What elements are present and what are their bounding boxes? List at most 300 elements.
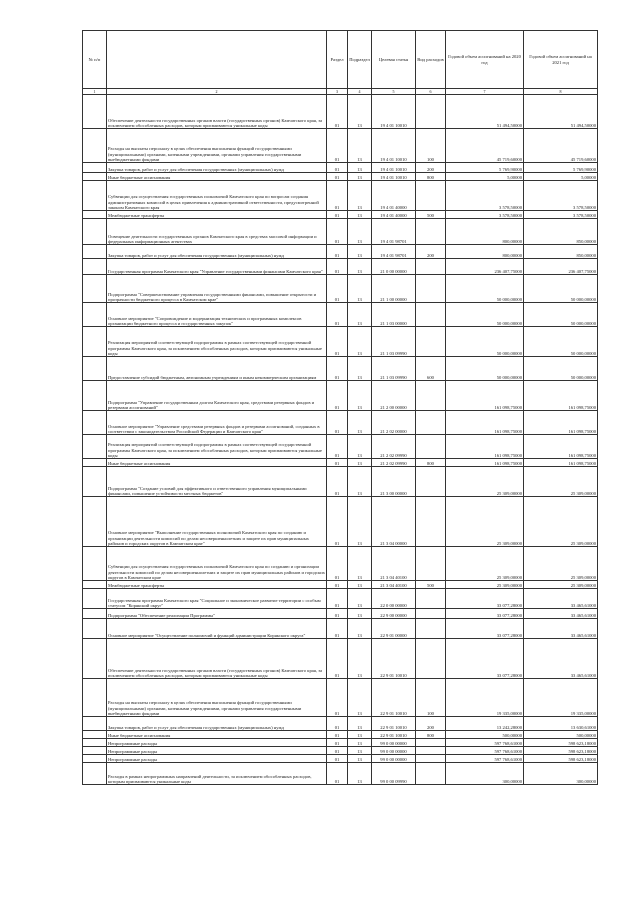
column-number: 8 [524, 89, 598, 95]
cell-name: Реализация мероприятий соответствующей подпрограммы в рамках соответствующей государственной программы Камчатского края, за исключением обособленных расходов, которым присваиваются уникальные коды [107, 435, 327, 459]
cell-name: Межбюджетные трансферты [107, 211, 327, 219]
cell-razdel: 01 [327, 747, 348, 755]
cell-number [83, 357, 107, 381]
cell-y2021: 598 623,18000 [524, 755, 598, 763]
cell-y2021: 25 309,00000 [524, 497, 598, 547]
budget-table-page [82, 30, 597, 870]
table-row [83, 381, 598, 411]
cell-number [83, 163, 107, 173]
cell-name: Иные бюджетные ассигнования [107, 731, 327, 739]
cell-razdel: 01 [327, 163, 348, 173]
cell-cs: 19 4 01 40000 [372, 211, 416, 219]
cell-name: Основное мероприятие "Осуществление полномочий и функций администрации Корякского округа" [107, 619, 327, 639]
cell-y2020: 50 000,00000 [446, 303, 524, 327]
cell-cs: 19 4 01 10010 [372, 163, 416, 173]
cell-cs: 21 2 02 09990 [372, 459, 416, 467]
table-row [83, 173, 598, 181]
cell-name: Расходы на выплаты персоналу в целях обеспечения выполнения функций государственными (муниципальными) органами, казенными учреждениями, органами управления государственными внебюджетными фондами [107, 129, 327, 163]
table-row [83, 327, 598, 357]
cell-cs: 22 9 01 10010 [372, 717, 416, 731]
cell-name: Государственная программа Камчатского края "Социальное и экономическое развитие территории с особым статусом "Корякский округ" [107, 589, 327, 609]
cell-y2020: 3 578,50000 [446, 211, 524, 219]
table-row [83, 459, 598, 467]
cell-podrazdel: 13 [348, 717, 372, 731]
cell-number [83, 547, 107, 581]
cell-number [83, 303, 107, 327]
cell-y2021: 161 098,75000 [524, 435, 598, 459]
cell-y2020: 33 077,28000 [446, 609, 524, 619]
cell-razdel: 01 [327, 435, 348, 459]
column-number: 7 [446, 89, 524, 95]
cell-name: Освещение деятельности государственных органов Камчатского края в средствах массовой информации и федеральных информационных агентствах [107, 219, 327, 245]
cell-y2021: 3 578,50000 [524, 211, 598, 219]
cell-y2021: 161 098,75000 [524, 411, 598, 435]
cell-podrazdel: 13 [348, 619, 372, 639]
cell-cs: 22 9 01 00000 [372, 619, 416, 639]
cell-podrazdel: 13 [348, 173, 372, 181]
table-row [83, 609, 598, 619]
column-number: 5 [372, 89, 416, 95]
cell-cs: 19 4 01 40000 [372, 181, 416, 211]
cell-y2020: 800,00000 [446, 245, 524, 259]
cell-y2021: 161 098,75000 [524, 381, 598, 411]
table-row [83, 245, 598, 259]
table-row [83, 211, 598, 219]
cell-name: Расходы в рамках непрограммных направлений деятельности, за исключением обособленных расходов, которым присваиваются уникальные коды [107, 763, 327, 785]
cell-razdel: 01 [327, 211, 348, 219]
cell-cs: 22 9 01 10010 [372, 731, 416, 739]
cell-vr [416, 763, 446, 785]
cell-vr [416, 497, 446, 547]
cell-vr: 100 [416, 679, 446, 717]
cell-y2020: 50 000,00000 [446, 327, 524, 357]
cell-cs: 21 3 00 00000 [372, 467, 416, 497]
table-row [83, 639, 598, 679]
cell-number [83, 459, 107, 467]
cell-number [83, 219, 107, 245]
cell-vr: 500 [416, 211, 446, 219]
cell-y2021: 850,00000 [524, 219, 598, 245]
col-header-number: № п/п [83, 31, 107, 89]
cell-number [83, 755, 107, 763]
cell-cs: 22 9 00 00000 [372, 609, 416, 619]
cell-y2020: 25 309,00000 [446, 547, 524, 581]
cell-y2021: 500,00000 [524, 731, 598, 739]
cell-cs: 99 0 00 09990 [372, 763, 416, 785]
cell-vr [416, 303, 446, 327]
cell-razdel: 01 [327, 327, 348, 357]
col-header-podrazdel: Подраздел [348, 31, 372, 89]
cell-name: Подпрограмма "Управление государственным долгом Камчатского края, средствами резервных фондов и резервами ассигнований" [107, 381, 327, 411]
cell-name: Закупка товаров, работ и услуг для обеспечения государственных (муниципальных) нужд [107, 717, 327, 731]
cell-name: Межбюджетные трансферты [107, 581, 327, 589]
cell-y2020: 33 077,28000 [446, 619, 524, 639]
cell-y2020: 161 098,75000 [446, 435, 524, 459]
cell-cs: 19 4 01 10010 [372, 95, 416, 129]
cell-name: Обеспечение деятельности государственных органов власти (государственных органов) Камчатского края, за исключением обособленных расходов, которым присваиваются уникальные коды [107, 95, 327, 129]
cell-y2021: 19 335,00000 [524, 679, 598, 717]
cell-podrazdel: 13 [348, 679, 372, 717]
col-header-name [107, 31, 327, 89]
cell-number [83, 639, 107, 679]
cell-name: Иные бюджетные ассигнования [107, 173, 327, 181]
cell-vr [416, 739, 446, 747]
cell-y2021: 50 000,00000 [524, 357, 598, 381]
cell-y2020: 5 769,90000 [446, 163, 524, 173]
cell-razdel: 01 [327, 763, 348, 785]
cell-cs: 21 1 03 00000 [372, 303, 416, 327]
cell-vr [416, 327, 446, 357]
cell-vr [416, 411, 446, 435]
table-row [83, 467, 598, 497]
cell-name: Непрограммные расходы [107, 747, 327, 755]
cell-y2020: 13 242,28000 [446, 717, 524, 731]
cell-y2020: 500,00000 [446, 731, 524, 739]
cell-razdel: 01 [327, 173, 348, 181]
cell-y2021: 5,00000 [524, 173, 598, 181]
cell-vr [416, 467, 446, 497]
cell-cs: 22 0 00 00000 [372, 589, 416, 609]
cell-y2020: 161 098,75000 [446, 381, 524, 411]
cell-name: Иные бюджетные ассигнования [107, 459, 327, 467]
cell-cs: 99 0 00 00000 [372, 755, 416, 763]
cell-vr [416, 95, 446, 129]
cell-number [83, 411, 107, 435]
cell-vr [416, 639, 446, 679]
cell-podrazdel: 13 [348, 259, 372, 275]
cell-vr: 600 [416, 357, 446, 381]
cell-y2021: 300,00000 [524, 763, 598, 785]
column-number: 4 [348, 89, 372, 95]
cell-razdel: 01 [327, 679, 348, 717]
cell-podrazdel: 13 [348, 129, 372, 163]
cell-name: Непрограммные расходы [107, 755, 327, 763]
cell-y2020: 597 768,61000 [446, 747, 524, 755]
table-row [83, 679, 598, 717]
cell-podrazdel: 13 [348, 327, 372, 357]
cell-cs: 19 4 01 10010 [372, 129, 416, 163]
cell-podrazdel: 13 [348, 497, 372, 547]
cell-y2020: 25 309,00000 [446, 581, 524, 589]
cell-number [83, 763, 107, 785]
table-row [83, 747, 598, 755]
cell-razdel: 01 [327, 357, 348, 381]
cell-cs: 19 4 01 98701 [372, 245, 416, 259]
cell-razdel: 01 [327, 95, 348, 129]
cell-podrazdel: 13 [348, 467, 372, 497]
cell-name: Реализация мероприятий соответствующей подпрограммы в рамках соответствующей государственной программы Камчатского края, за исключением обособленных расходов, которым присваиваются уникальные коды [107, 327, 327, 357]
cell-vr: 800 [416, 459, 446, 467]
cell-number [83, 679, 107, 717]
cell-podrazdel: 13 [348, 581, 372, 589]
cell-podrazdel: 13 [348, 763, 372, 785]
cell-y2020: 3 578,50000 [446, 181, 524, 211]
cell-razdel: 01 [327, 129, 348, 163]
cell-name: Предоставление субсидий бюджетным, автономным учреждениям и иным некоммерческим организациям [107, 357, 327, 381]
cell-podrazdel: 13 [348, 411, 372, 435]
cell-cs: 21 1 03 09990 [372, 357, 416, 381]
cell-razdel: 01 [327, 731, 348, 739]
cell-podrazdel: 13 [348, 303, 372, 327]
cell-y2021: 161 098,75000 [524, 459, 598, 467]
cell-razdel: 01 [327, 497, 348, 547]
cell-podrazdel: 13 [348, 163, 372, 173]
cell-number [83, 95, 107, 129]
cell-number [83, 245, 107, 259]
col-header-2020: Годовой объем ассигнований на 2020 год [446, 31, 524, 89]
cell-number [83, 327, 107, 357]
cell-podrazdel: 13 [348, 589, 372, 609]
cell-y2020: 50 000,00000 [446, 357, 524, 381]
table-row [83, 731, 598, 739]
column-number: 3 [327, 89, 348, 95]
cell-cs: 99 0 00 00000 [372, 739, 416, 747]
cell-y2021: 3 578,50000 [524, 181, 598, 211]
cell-number [83, 731, 107, 739]
cell-cs: 21 1 03 09990 [372, 327, 416, 357]
cell-razdel: 01 [327, 639, 348, 679]
cell-y2021: 850,00000 [524, 245, 598, 259]
cell-y2021: 33 465,61000 [524, 619, 598, 639]
cell-cs: 21 2 02 09990 [372, 435, 416, 459]
cell-y2020: 236 407,75000 [446, 259, 524, 275]
cell-number [83, 581, 107, 589]
cell-vr: 800 [416, 731, 446, 739]
cell-cs: 21 0 00 00000 [372, 259, 416, 275]
cell-vr [416, 547, 446, 581]
table-row [83, 547, 598, 581]
cell-y2020: 45 719,60000 [446, 129, 524, 163]
cell-y2021: 50 000,00000 [524, 275, 598, 303]
cell-y2020: 597 768,61000 [446, 755, 524, 763]
cell-y2021: 33 465,61000 [524, 609, 598, 619]
cell-podrazdel: 13 [348, 731, 372, 739]
cell-podrazdel: 13 [348, 181, 372, 211]
table-row [83, 717, 598, 731]
cell-number [83, 275, 107, 303]
cell-number [83, 435, 107, 459]
cell-vr: 200 [416, 163, 446, 173]
cell-cs: 22 9 01 10010 [372, 679, 416, 717]
table-row [83, 497, 598, 547]
cell-razdel: 01 [327, 619, 348, 639]
cell-y2021: 25 309,00000 [524, 467, 598, 497]
cell-podrazdel: 13 [348, 755, 372, 763]
cell-cs: 19 4 01 98701 [372, 219, 416, 245]
cell-name: Обеспечение деятельности государственных органов власти (государственных органов) Камчатского края, за исключением обособленных расходов, которым присваиваются уникальные коды [107, 639, 327, 679]
cell-podrazdel: 13 [348, 435, 372, 459]
cell-razdel: 01 [327, 547, 348, 581]
cell-razdel: 01 [327, 589, 348, 609]
cell-name: Расходы на выплаты персоналу в целях обеспечения выполнения функций государственными (муниципальными) органами, казенными учреждениями, органами управления государственными внебюджетными фондами [107, 679, 327, 717]
table-row [83, 435, 598, 459]
cell-vr: 200 [416, 717, 446, 731]
cell-razdel: 01 [327, 459, 348, 467]
cell-podrazdel: 13 [348, 95, 372, 129]
cell-number [83, 181, 107, 211]
col-header-expense-type: Вид расходов [416, 31, 446, 89]
cell-number [83, 497, 107, 547]
budget-allocation-table [82, 30, 598, 785]
cell-podrazdel: 13 [348, 547, 372, 581]
cell-y2021: 33 465,61000 [524, 589, 598, 609]
cell-name: Основное мероприятие "Сопровождение и модернизация технических и программных комплексов организации бюджетного процесса и государственных закупок" [107, 303, 327, 327]
cell-y2021: 45 719,60000 [524, 129, 598, 163]
table-row [83, 619, 598, 639]
cell-number [83, 467, 107, 497]
cell-vr [416, 259, 446, 275]
cell-podrazdel: 13 [348, 245, 372, 259]
cell-name: Основное мероприятие "Выполнение государственных полномочий Камчатского края по созданию и организации деятельности комиссий по делам несовершеннолетних и защите их прав муниципальных районов и городских округов в Камчатском крае" [107, 497, 327, 547]
table-row [83, 357, 598, 381]
cell-vr [416, 755, 446, 763]
cell-number [83, 173, 107, 181]
cell-vr: 200 [416, 245, 446, 259]
col-header-2021: Годовой объем ассигнований на 2021 год [524, 31, 598, 89]
cell-y2020: 25 309,00000 [446, 467, 524, 497]
table-row [83, 163, 598, 173]
cell-number [83, 259, 107, 275]
cell-razdel: 01 [327, 739, 348, 747]
table-row [83, 181, 598, 211]
cell-y2021: 25 309,00000 [524, 547, 598, 581]
cell-cs: 99 0 00 00000 [372, 747, 416, 755]
cell-vr: 800 [416, 173, 446, 181]
cell-vr: 500 [416, 581, 446, 589]
table-row [83, 303, 598, 327]
cell-name: Непрограммные расходы [107, 739, 327, 747]
table-row [83, 755, 598, 763]
cell-podrazdel: 13 [348, 219, 372, 245]
cell-y2020: 161 098,75000 [446, 411, 524, 435]
column-number: 6 [416, 89, 446, 95]
cell-number [83, 609, 107, 619]
cell-cs: 22 9 01 10010 [372, 639, 416, 679]
cell-y2020: 33 077,28000 [446, 639, 524, 679]
cell-name: Субвенции для осуществления государственных полномочий Камчатского края по вопросам создания административных комиссий в целях привлечения к административной ответственности, предусмотренной законом Камчатского края [107, 181, 327, 211]
cell-vr [416, 619, 446, 639]
cell-y2020: 33 077,28000 [446, 589, 524, 609]
cell-cs: 21 3 04 40100 [372, 547, 416, 581]
cell-podrazdel: 13 [348, 381, 372, 411]
cell-y2021: 25 309,00000 [524, 581, 598, 589]
cell-razdel: 01 [327, 609, 348, 619]
cell-name: Государственная программа Камчатского края "Управление государственными финансами Камчатского края" [107, 259, 327, 275]
cell-y2021: 598 623,18000 [524, 739, 598, 747]
cell-name: Закупка товаров, работ и услуг для обеспечения государственных (муниципальных) нужд [107, 163, 327, 173]
table-row [83, 275, 598, 303]
cell-cs: 21 1 00 00000 [372, 275, 416, 303]
table-row [83, 739, 598, 747]
cell-name: Подпрограмма "Обеспечение реализации Программы" [107, 609, 327, 619]
cell-vr [416, 589, 446, 609]
cell-name: Основное мероприятие "Управление средствами резервных фондов и резервами ассигнований, созданных в соответствии с законодательством Российской Федерации и Камчатского края" [107, 411, 327, 435]
cell-name: Субвенции для осуществления государственных полномочий Камчатского края по созданию и организации деятельности комиссий по делам несовершеннолетних и защите их прав муниципальных районов и городских округов в Камчатском крае [107, 547, 327, 581]
cell-number [83, 211, 107, 219]
cell-razdel: 01 [327, 581, 348, 589]
cell-podrazdel: 13 [348, 639, 372, 679]
table-row [83, 589, 598, 609]
cell-podrazdel: 13 [348, 609, 372, 619]
col-header-razdel: Раздел [327, 31, 348, 89]
col-header-target-article: Целевая статья [372, 31, 416, 89]
cell-razdel: 01 [327, 219, 348, 245]
cell-y2020: 51 494,50000 [446, 95, 524, 129]
cell-number [83, 747, 107, 755]
cell-razdel: 01 [327, 181, 348, 211]
cell-razdel: 01 [327, 303, 348, 327]
cell-razdel: 01 [327, 717, 348, 731]
cell-cs: 21 2 02 00000 [372, 411, 416, 435]
cell-y2021: 13 630,61000 [524, 717, 598, 731]
cell-y2020: 300,00000 [446, 763, 524, 785]
cell-podrazdel: 13 [348, 357, 372, 381]
cell-number [83, 589, 107, 609]
cell-number [83, 717, 107, 731]
cell-cs: 21 3 04 40100 [372, 581, 416, 589]
table-row [83, 219, 598, 245]
cell-vr: 100 [416, 129, 446, 163]
cell-razdel: 01 [327, 245, 348, 259]
cell-y2021: 33 465,61000 [524, 639, 598, 679]
table-row [83, 95, 598, 129]
cell-vr [416, 747, 446, 755]
cell-vr [416, 219, 446, 245]
column-number: 2 [107, 89, 327, 95]
cell-vr [416, 275, 446, 303]
cell-cs: 19 4 01 10010 [372, 173, 416, 181]
cell-y2020: 25 309,00000 [446, 497, 524, 547]
cell-number [83, 129, 107, 163]
cell-podrazdel: 13 [348, 747, 372, 755]
cell-y2020: 50 000,00000 [446, 275, 524, 303]
table-row [83, 581, 598, 589]
table-row [83, 129, 598, 163]
cell-name: Подпрограмма "Совершенствование управления государственными финансами, повышение открытости и прозрачности бюджетного процесса в Камчатском крае" [107, 275, 327, 303]
cell-y2020: 19 335,00000 [446, 679, 524, 717]
cell-y2020: 597 768,61000 [446, 739, 524, 747]
cell-razdel: 01 [327, 259, 348, 275]
cell-razdel: 01 [327, 755, 348, 763]
cell-vr [416, 181, 446, 211]
cell-y2021: 50 000,00000 [524, 327, 598, 357]
cell-podrazdel: 13 [348, 739, 372, 747]
table-row [83, 259, 598, 275]
cell-podrazdel: 13 [348, 275, 372, 303]
cell-razdel: 01 [327, 381, 348, 411]
cell-name: Подпрограмма "Создание условий для эффективного и ответственного управления муниципальными финансами, повышение устойчивости местных бюджетов" [107, 467, 327, 497]
cell-razdel: 01 [327, 275, 348, 303]
header-row [83, 31, 598, 89]
cell-vr [416, 609, 446, 619]
cell-number [83, 739, 107, 747]
table-row [83, 411, 598, 435]
cell-y2020: 800,00000 [446, 219, 524, 245]
cell-podrazdel: 13 [348, 459, 372, 467]
cell-cs: 21 2 00 00000 [372, 381, 416, 411]
cell-y2021: 5 769,90000 [524, 163, 598, 173]
cell-name: Закупка товаров, работ и услуг для обеспечения государственных (муниципальных) нужд [107, 245, 327, 259]
cell-cs: 21 3 04 00000 [372, 497, 416, 547]
cell-y2021: 51 494,50000 [524, 95, 598, 129]
cell-y2021: 50 000,00000 [524, 303, 598, 327]
cell-razdel: 01 [327, 467, 348, 497]
cell-y2021: 236 407,75000 [524, 259, 598, 275]
cell-y2020: 5,00000 [446, 173, 524, 181]
cell-number [83, 619, 107, 639]
cell-razdel: 01 [327, 411, 348, 435]
cell-number [83, 381, 107, 411]
